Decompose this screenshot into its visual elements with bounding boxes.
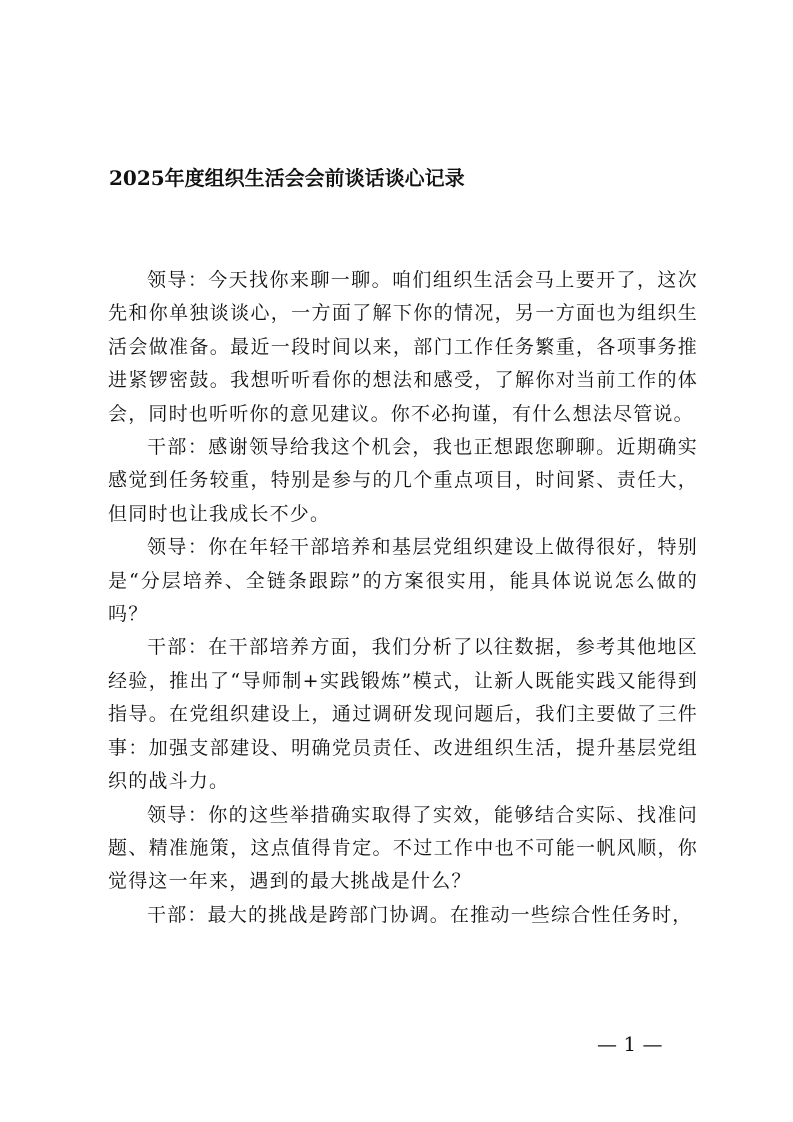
paragraph-cadre-reply: 干部：感谢领导给我这个机会，我也正想跟您聊聊。近期确实感觉到任务较重，特别是参与的几个重点项目，时间紧、责任大，但同时也让我成长不少。 bbox=[108, 436, 698, 525]
paragraph-cadre-challenge: 干部：最大的挑战是跨部门协调。在推动一些综合性任务时， bbox=[147, 903, 693, 926]
paragraph-leader-question: 领导：你在年轻干部培养和基层党组织建设上做得很好，特别是“分层培养、全链条跟踪”的方案很实用，能具体说说怎么做的吗？ bbox=[108, 536, 698, 626]
page-number: — 1 — bbox=[597, 1032, 663, 1056]
paragraph-leader-followup: 领导：你的这些举措确实取得了实效，能够结合实际、找准问题、精准施策，这点值得肯定。不过工作中也不可能一帆风顺，你觉得这一年来，遇到的最大挑战是什么？ bbox=[108, 803, 698, 893]
paragraph-leader-opening: 领导：今天找你来聊一聊。咱们组织生活会马上要开了，这次先和你单独谈谈心，一方面了解下你的情况，另一方面也为组织生活会做准备。最近一段时间以来，部门工作任务繁重，各项事务推进紧锣密鼓。我想听听看你的想法和感受，了解你对当前工作的体会，同时也听听你的意见建议。你不必拘谨，有什么想法尽管说。 bbox=[108, 269, 698, 425]
paragraph-cadre-explanation: 干部：在干部培养方面，我们分析了以往数据，参考其他地区经验，推出了“导师制+实践锻炼”模式，让新人既能实践又能得到指导。在党组织建设上，通过调研发现问题后，我们主要做了三件事：加强支部建设、明确党员责任、改进组织生活，提升基层党组织的战斗力。 bbox=[108, 636, 698, 793]
document-body bbox=[108, 264, 698, 932]
document-title: 2025年度组织生活会会前谈话谈心记录 bbox=[109, 166, 465, 190]
